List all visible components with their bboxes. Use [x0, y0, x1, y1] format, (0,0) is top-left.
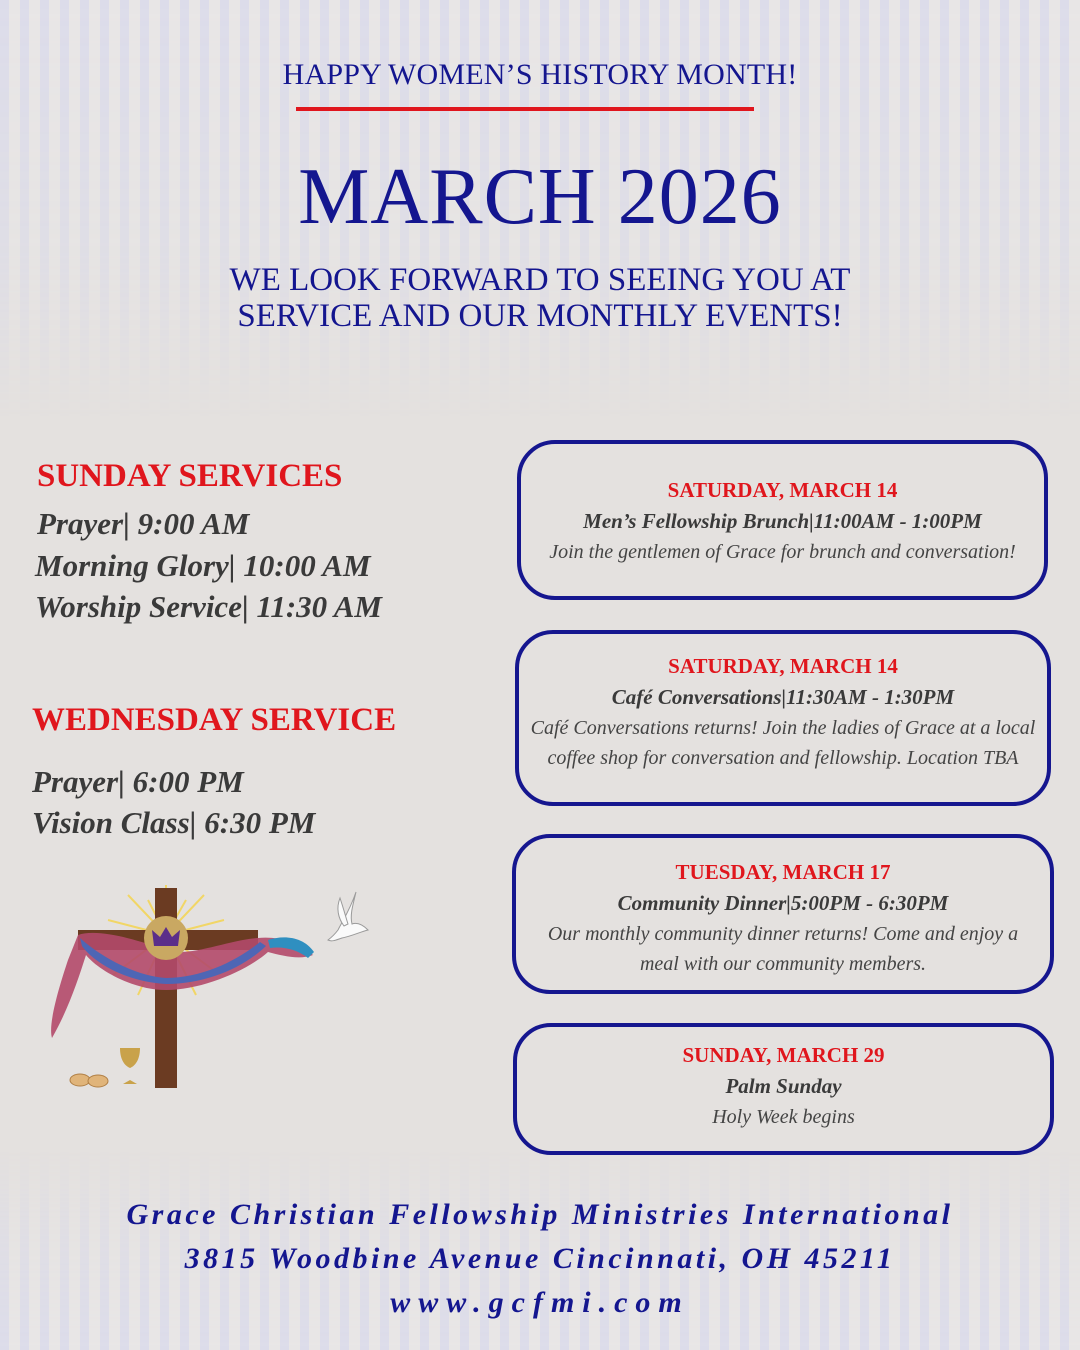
subtitle	[0, 262, 1080, 334]
event-card	[517, 440, 1048, 600]
bread-icon	[70, 1074, 108, 1087]
event-card	[513, 1023, 1054, 1155]
sunday-service-item: Morning Glory| 10:00 AM	[35, 548, 371, 583]
chalice-icon	[120, 1048, 140, 1084]
wednesday-service-heading: WEDNESDAY SERVICE	[32, 702, 397, 738]
event-description	[519, 713, 1047, 773]
event-description-line: Café Conversations returns! Join the ladies of Grace at a local	[530, 717, 1036, 739]
cross-illustration	[38, 880, 398, 1100]
event-description-line: coffee shop for conversation and fellowship. Location TBA	[547, 747, 1019, 769]
red-divider	[296, 107, 754, 111]
event-date: SUNDAY, MARCH 29	[682, 1043, 885, 1067]
sunday-services-heading: SUNDAY SERVICES	[37, 458, 343, 494]
event-card	[515, 630, 1051, 806]
event-date: SATURDAY, MARCH 14	[667, 478, 898, 502]
event-description	[516, 919, 1050, 979]
footer-address: 3815 Woodbine Avenue Cincinnati, OH 45211	[184, 1242, 896, 1275]
sunday-service-item: Prayer| 9:00 AM	[37, 506, 250, 541]
event-description-line: Our monthly community dinner returns! Come and enjoy a	[547, 923, 1019, 945]
event-date: TUESDAY, MARCH 17	[675, 860, 891, 884]
sunday-service-item: Worship Service| 11:30 AM	[35, 589, 382, 624]
wednesday-service-item: Vision Class| 6:30 PM	[32, 805, 316, 840]
event-title: Palm Sunday	[725, 1074, 842, 1098]
wednesday-service-item: Prayer| 6:00 PM	[32, 764, 244, 799]
event-description: Join the gentlemen of Grace for brunch and conversation!	[549, 541, 1016, 563]
subtitle-line-1: WE LOOK FORWARD TO SEEING YOU AT	[229, 262, 851, 298]
page-title: MARCH 2026	[298, 153, 782, 241]
event-title: Men’s Fellowship Brunch|11:00AM - 1:00PM	[583, 509, 982, 533]
event-date: SATURDAY, MARCH 14	[668, 654, 898, 678]
footer-organization-name: Grace Christian Fellowship Ministries International	[126, 1198, 954, 1231]
top-heading: HAPPY WOMEN’S HISTORY MONTH!	[282, 58, 798, 91]
event-title: Café Conversations|11:30AM - 1:30PM	[611, 685, 955, 709]
event-card	[512, 834, 1054, 994]
subtitle-line-2: SERVICE AND OUR MONTHLY EVENTS!	[237, 298, 843, 334]
event-description: Holy Week begins	[712, 1106, 855, 1128]
footer-website-link[interactable]: www.gcfmi.com	[390, 1286, 690, 1319]
dove-icon	[328, 892, 368, 941]
event-description-line: meal with our community members.	[639, 953, 927, 975]
event-title: Community Dinner|5:00PM - 6:30PM	[617, 891, 949, 915]
